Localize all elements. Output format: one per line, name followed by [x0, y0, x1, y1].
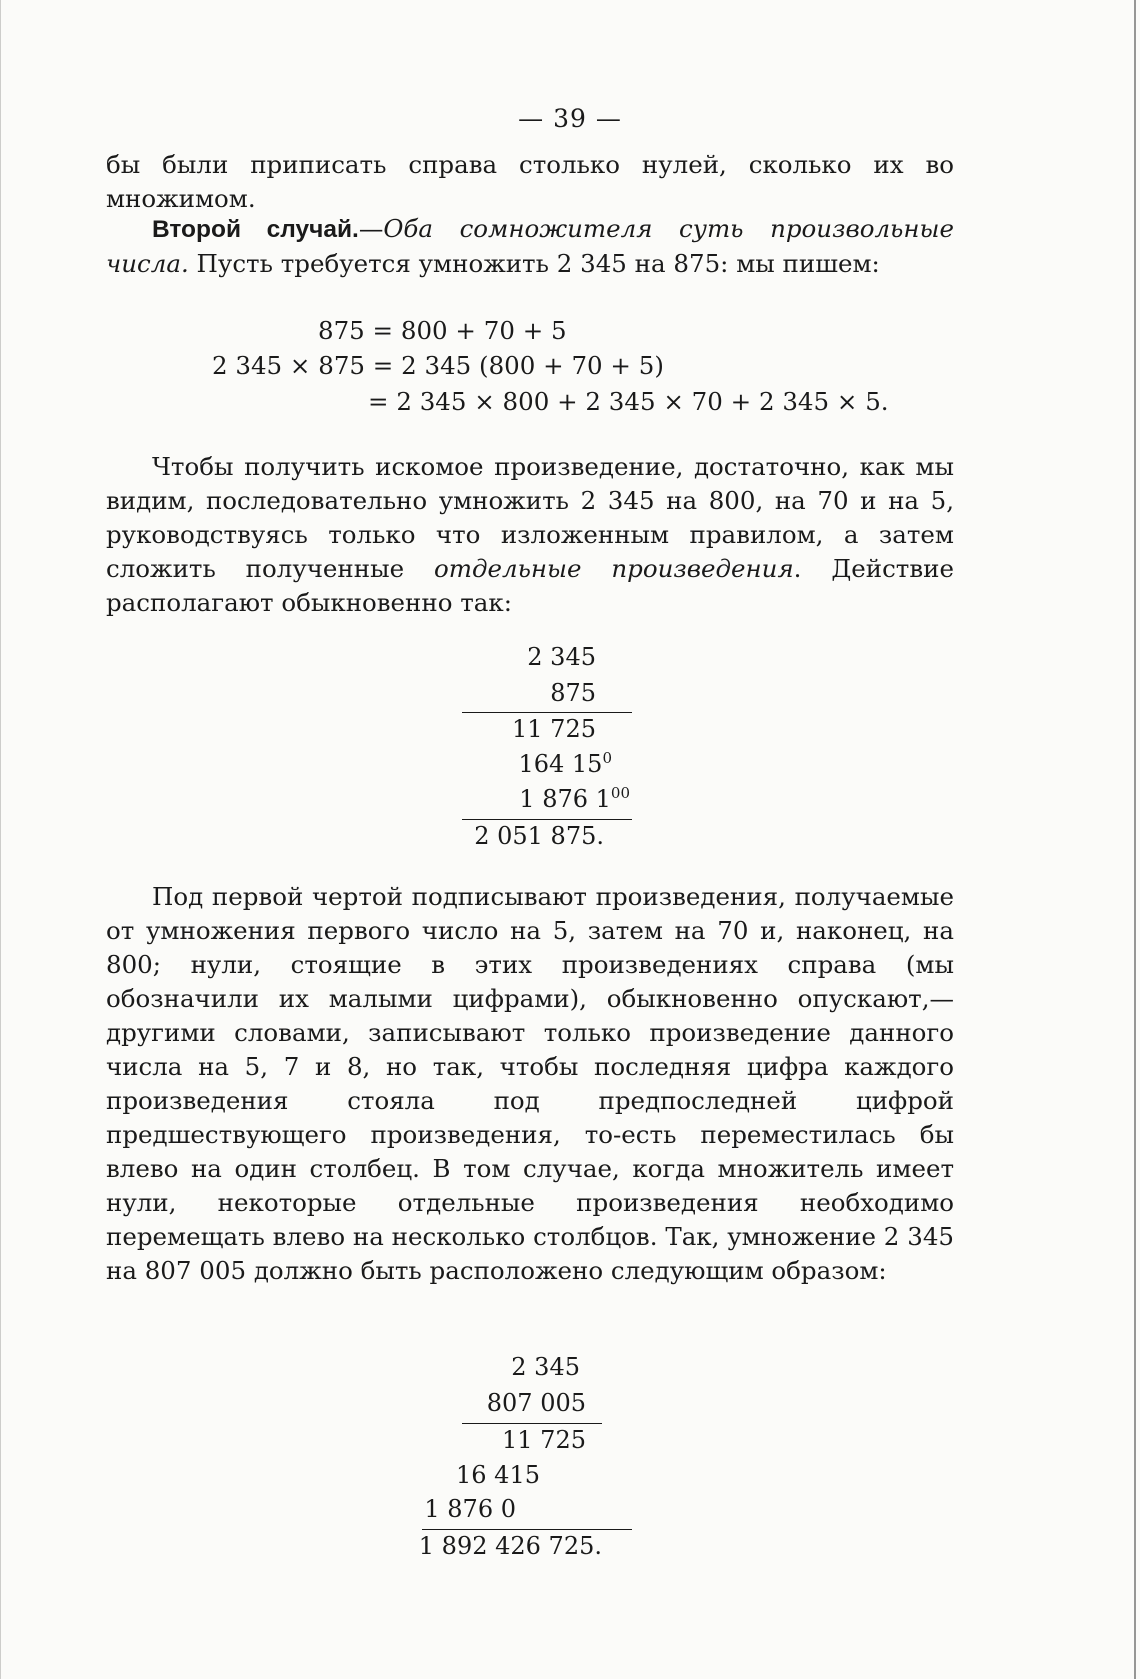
calc1-row-2	[518, 747, 612, 781]
case-two-italic: Оба сомножителя суть произвольные числа.	[106, 214, 954, 278]
equation-line-1: 875 = 800 + 70 + 5	[318, 316, 567, 345]
calc2-row-2: 16 415	[456, 1461, 540, 1489]
equation-line-3: = 2 345 × 800 + 2 345 × 70 + 2 345 × 5.	[368, 387, 889, 416]
calc1-row-2-small: 0	[602, 749, 612, 767]
calc1-result: 2 051 875.	[474, 822, 604, 850]
scan-edge-right	[1134, 0, 1136, 1679]
page-number: — 39 —	[518, 104, 622, 133]
paragraph-procedure: Под первой чертой подписывают произведения, получаемые от умножения первого число на 5, затем на 70 и, наконец, на 800; нули, стоящие в этих произведениях справа (мы обозначили их малыми цифрами), обыкновенно опускают,—другими словами, записывают только произведение данного числа на 5, 7 и 8, но так, чтобы последняя цифра каждого произведения стояла под предпоследней цифрой предшествующего произведения, то-есть переместилась бы влево на один столбец. В том случае, когда множитель имеет нули, некоторые отдельные произведения необходимо перемещать влево на несколько столбцов. Так, умножение 2 345 на 807 005 должно быть расположено следующим образом:	[106, 882, 954, 1285]
calc1-row-1: 11 725	[512, 715, 596, 743]
calc2-row-3: 1 876 0	[424, 1495, 516, 1523]
calc1-multiplicand: 2 345	[527, 643, 596, 671]
calc2-row-1: 11 725	[502, 1426, 586, 1454]
calc1-multiplier: 875	[550, 679, 596, 707]
calc2-result: 1 892 426 725.	[418, 1532, 602, 1560]
explanation-italic: отдельные произведения	[433, 554, 794, 583]
calc1-row-3-main: 1 876 1	[519, 785, 611, 813]
case-two-dash: —	[358, 214, 384, 243]
case-two-heading: Второй случай.	[152, 216, 359, 243]
scan-edge-left	[0, 0, 1, 1679]
case-two-text: Пусть требуется умножить 2 345 на 875: мы пишем:	[188, 249, 880, 278]
equation-line-2: 2 345 × 875 = 2 345 (800 + 70 + 5)	[212, 351, 664, 380]
calc1-row-2-main: 164 15	[518, 750, 603, 778]
paragraph-case-two	[106, 212, 954, 281]
calc2-multiplier: 807 005	[486, 1389, 586, 1417]
calc1-row-3-small: 00	[610, 784, 630, 802]
paragraph-explanation	[106, 450, 954, 620]
calc2-multiplicand: 2 345	[511, 1353, 580, 1381]
calc1-row-3	[519, 782, 630, 816]
paragraph-continuation: бы были приписать справа столько нулей, сколько их во множимом.	[106, 150, 954, 213]
explanation-end: . Действие располагают обыкновенно так:	[106, 554, 954, 617]
explanation-text: Чтобы получить искомое произведение, достаточно, как мы видим, последовательно умножить 2 345 на 800, на 70 и на 5, руководствуясь только что изложенным правилом, а затем сложить полученные	[106, 452, 954, 583]
